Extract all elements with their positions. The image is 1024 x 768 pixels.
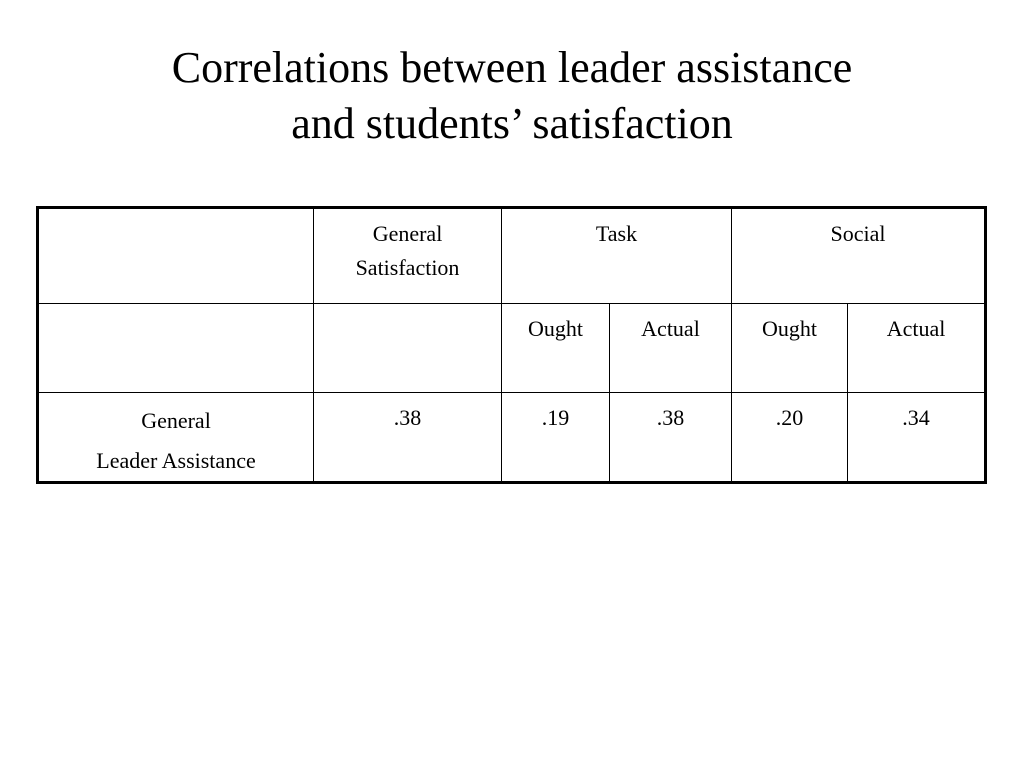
correlation-table: [36, 206, 987, 484]
cell-social-ought: .20: [732, 393, 848, 483]
subheader-empty-cell-2: [314, 304, 502, 393]
title-line-1: Correlations between leader assistance: [171, 43, 853, 92]
cell-general-satisfaction: .38: [314, 393, 502, 483]
title-line-2: and students’ satisfaction: [291, 99, 733, 148]
cell-task-actual: .38: [610, 393, 732, 483]
subheader-task-ought: Ought: [502, 304, 610, 393]
subheader-social-ought: Ought: [732, 304, 848, 393]
row-label-cell: [38, 393, 314, 483]
cell-task-ought: .19: [502, 393, 610, 483]
row-label-line-2: Leader Assistance: [96, 448, 256, 473]
header-general-satisfaction-line-2: Satisfaction: [355, 255, 460, 280]
header-general-satisfaction: [314, 208, 502, 304]
table-row: [38, 393, 986, 483]
header-empty-cell: [38, 208, 314, 304]
cell-social-actual: .34: [848, 393, 986, 483]
slide-title: [0, 40, 1024, 152]
subheader-empty-cell-1: [38, 304, 314, 393]
table-subheader-row: [38, 304, 986, 393]
header-general-satisfaction-line-1: General: [372, 221, 443, 246]
header-social: Social: [732, 208, 986, 304]
row-label-line-1: General: [141, 408, 211, 433]
subheader-social-actual: Actual: [848, 304, 986, 393]
subheader-task-actual: Actual: [610, 304, 732, 393]
header-task: Task: [502, 208, 732, 304]
table-header-row: [38, 208, 986, 304]
